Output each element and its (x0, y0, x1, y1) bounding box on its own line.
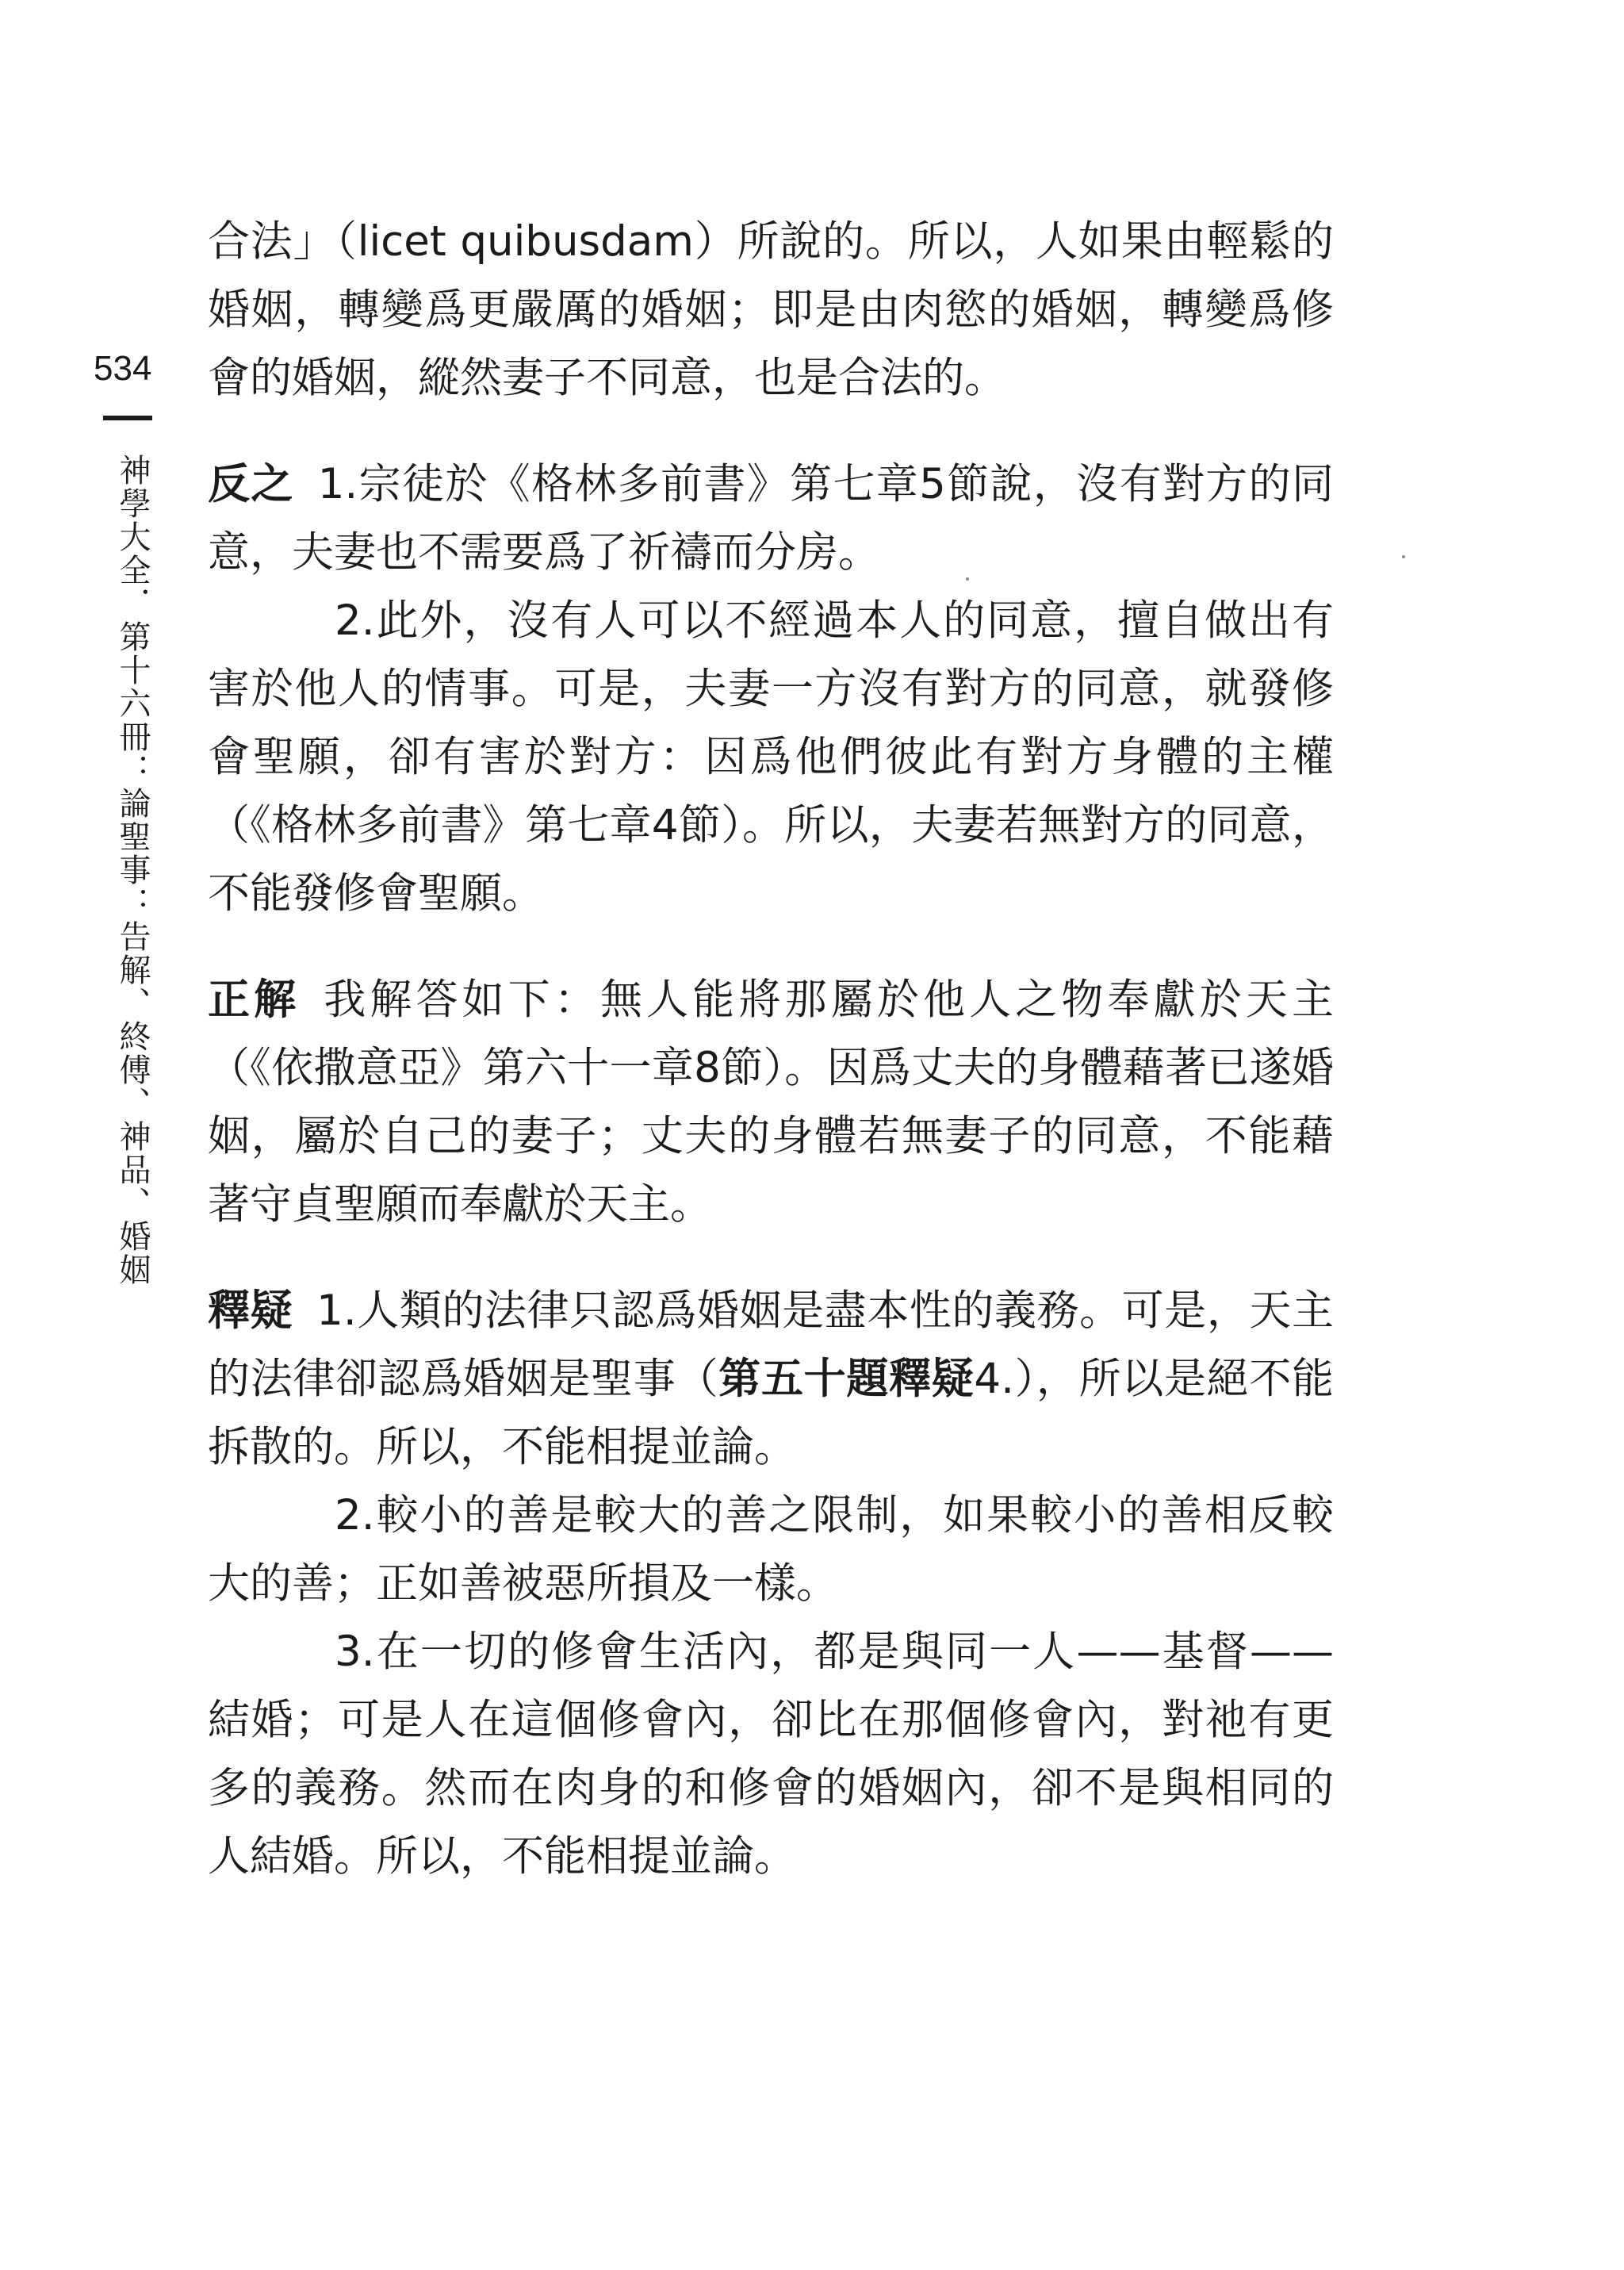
answer-label: 正解 (208, 976, 301, 1024)
reply-2: 2.較小的善是較大的善之限制，如果較小的善相反較大的善；正如善被惡所損及一樣。 (208, 1491, 1334, 1608)
objection-1 (208, 451, 1334, 587)
reply-1 (208, 1277, 1334, 1482)
objection-2: 2.此外，沒有人可以不經過本人的同意，擅自做出有害於他人的情事。可是，夫妻一方沒有對方的同意，就發修會聖願，卻有害於對方：因爲他們彼此有對方身體的主權（《格林多前書》第七章4節）。所以，夫妻若無對方的同意，不能發修會聖願。 (208, 596, 1334, 918)
reply-1-reference: 第五十題釋疑 (718, 1355, 975, 1403)
reply-label: 釋疑 (208, 1286, 293, 1335)
margin-rule (103, 416, 152, 420)
objection-section (208, 451, 1334, 928)
reply-1-reference-number: 4. (974, 1355, 1014, 1403)
answer-section (208, 966, 1334, 1239)
intro-paragraph: 合法」（licet quibusdam）所說的。所以，人如果由輕鬆的婚姻，轉變爲更嚴厲的婚姻；即是由肉慾的婚姻，轉變爲修會的婚姻，縱然妻子不同意，也是合法的。 (208, 217, 1334, 402)
objection-label: 反之 (208, 460, 294, 508)
reply-1-text-b: ），所以是絕不能拆散的。所以，不能相提並論。 (208, 1355, 1335, 1471)
scan-speck (1402, 555, 1405, 558)
running-head: 神學大全．第十六冊：論聖事：告解、終傅、神品、婚姻 (114, 454, 151, 1286)
reply-3: 3.在一切的修會生活內，都是與同一人——基督——結婚；可是人在這個修會內，卻比在那個修會內，對祂有更多的義務。然而在肉身的和修會的婚姻內，卻不是與相同的人結婚。所以，不能相提並論。 (208, 1628, 1334, 1881)
objection-1-text: 1.宗徒於《格林多前書》第七章5節說，沒有對方的同意，夫妻也不需要爲了祈禱而分房。 (208, 460, 1334, 577)
answer-text: 我解答如下：無人能將那屬於他人之物奉獻於天主（《依撒意亞》第六十一章8節）。因爲丈夫的身體藉著已遂婚姻，屬於自己的妻子；丈夫的身體若無妻子的同意，不能藉著守貞聖願而奉獻於天主。 (208, 976, 1335, 1229)
reply-1-text-a: 1.人類的法律只認爲婚姻是盡本性的義務。可是，天主的法律卻認爲婚姻是聖事（ (208, 1286, 1334, 1403)
page-number: 534 (94, 349, 152, 388)
reply-section (208, 1277, 1334, 1891)
answer-paragraph (208, 966, 1334, 1239)
body-text (208, 208, 1334, 1891)
